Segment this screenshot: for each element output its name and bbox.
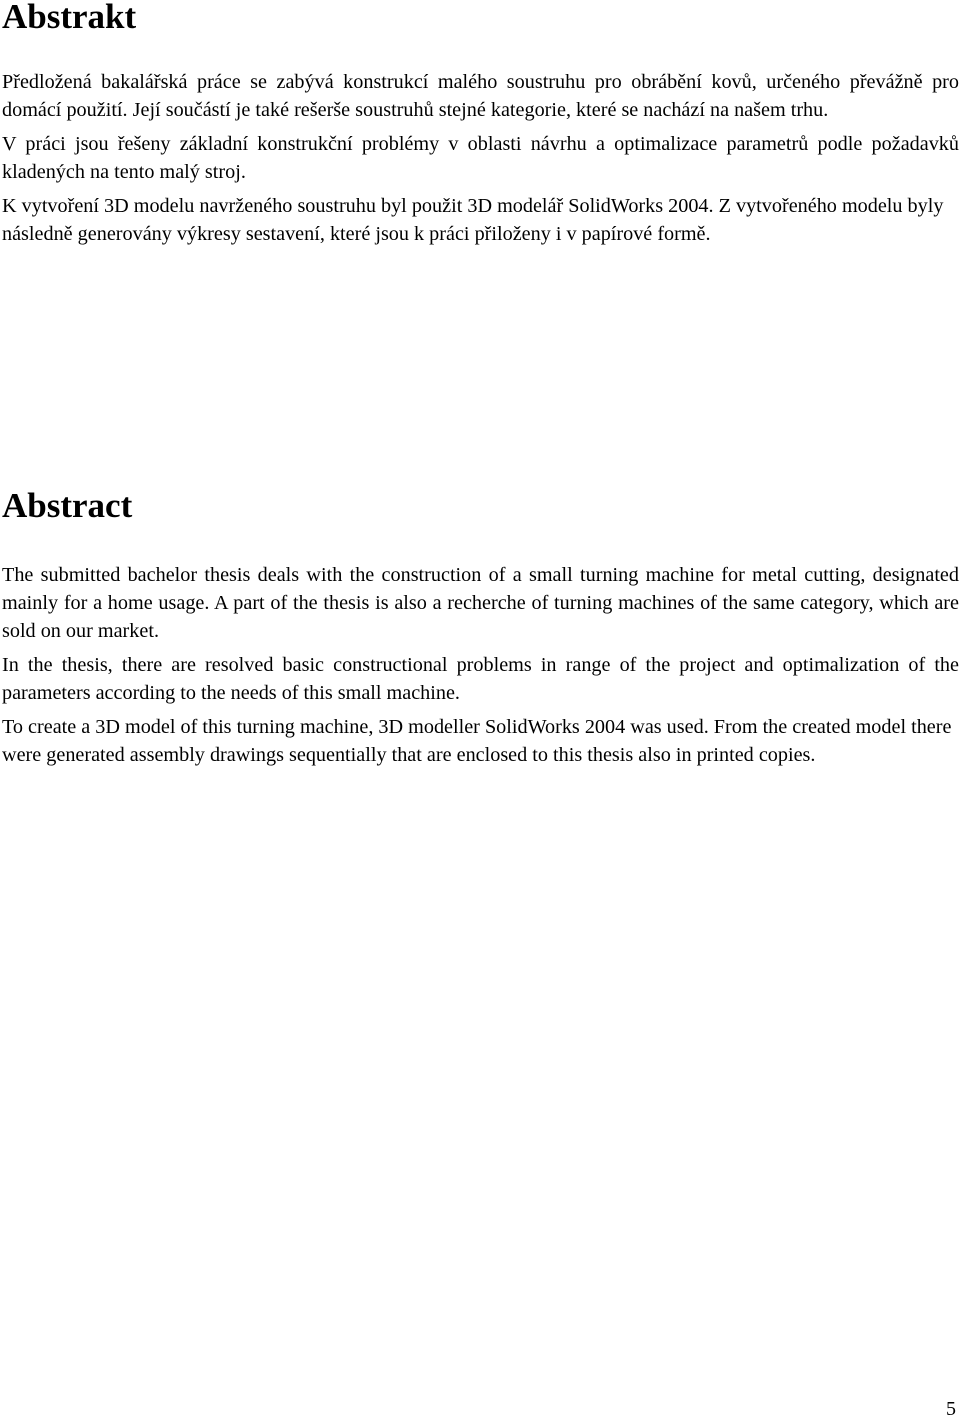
czech-paragraph: V práci jsou řešeny základní konstrukční problémy v oblasti návrhu a optimalizace parametrů podle požadavků kladených na tento malý stroj.: [2, 133, 959, 183]
page-number: 5: [946, 1398, 956, 1420]
english-paragraph: In the thesis, there are resolved basic constructional problems in range of the project and optimalization of the parameters according to the needs of this small machine.: [2, 654, 959, 704]
abstract-body-czech: [2, 68, 959, 254]
czech-paragraph: K vytvoření 3D modelu navrženého soustruhu byl použit 3D modelář SolidWorks 2004. Z vytvořeného modelu byly následně generovány výkresy sestavení, které jsou k práci přiloženy i v papírové formě.: [2, 195, 944, 245]
english-paragraph: The submitted bachelor thesis deals with the construction of a small turning machine for metal cutting, designated mainly for a home usage. A part of the thesis is also a recherche of turning machines of the same category, which are sold on our market.: [2, 564, 959, 642]
english-paragraph: To create a 3D model of this turning machine, 3D modeller SolidWorks 2004 was used. From the created model there were generated assembly drawings sequentially that are enclosed to this thesis also in printed copies.: [2, 716, 952, 766]
czech-paragraph: Předložená bakalářská práce se zabývá konstrukcí malého soustruhu pro obrábění kovů, určeného převážně pro domácí použití. Její součástí je také rešerše soustruhů stejné kategorie, které se nachází na našem trhu.: [2, 71, 959, 121]
abstract-body-english: [2, 561, 959, 775]
abstract-title-czech: Abstrakt: [2, 0, 137, 36]
abstract-title-english: Abstract: [2, 486, 133, 525]
